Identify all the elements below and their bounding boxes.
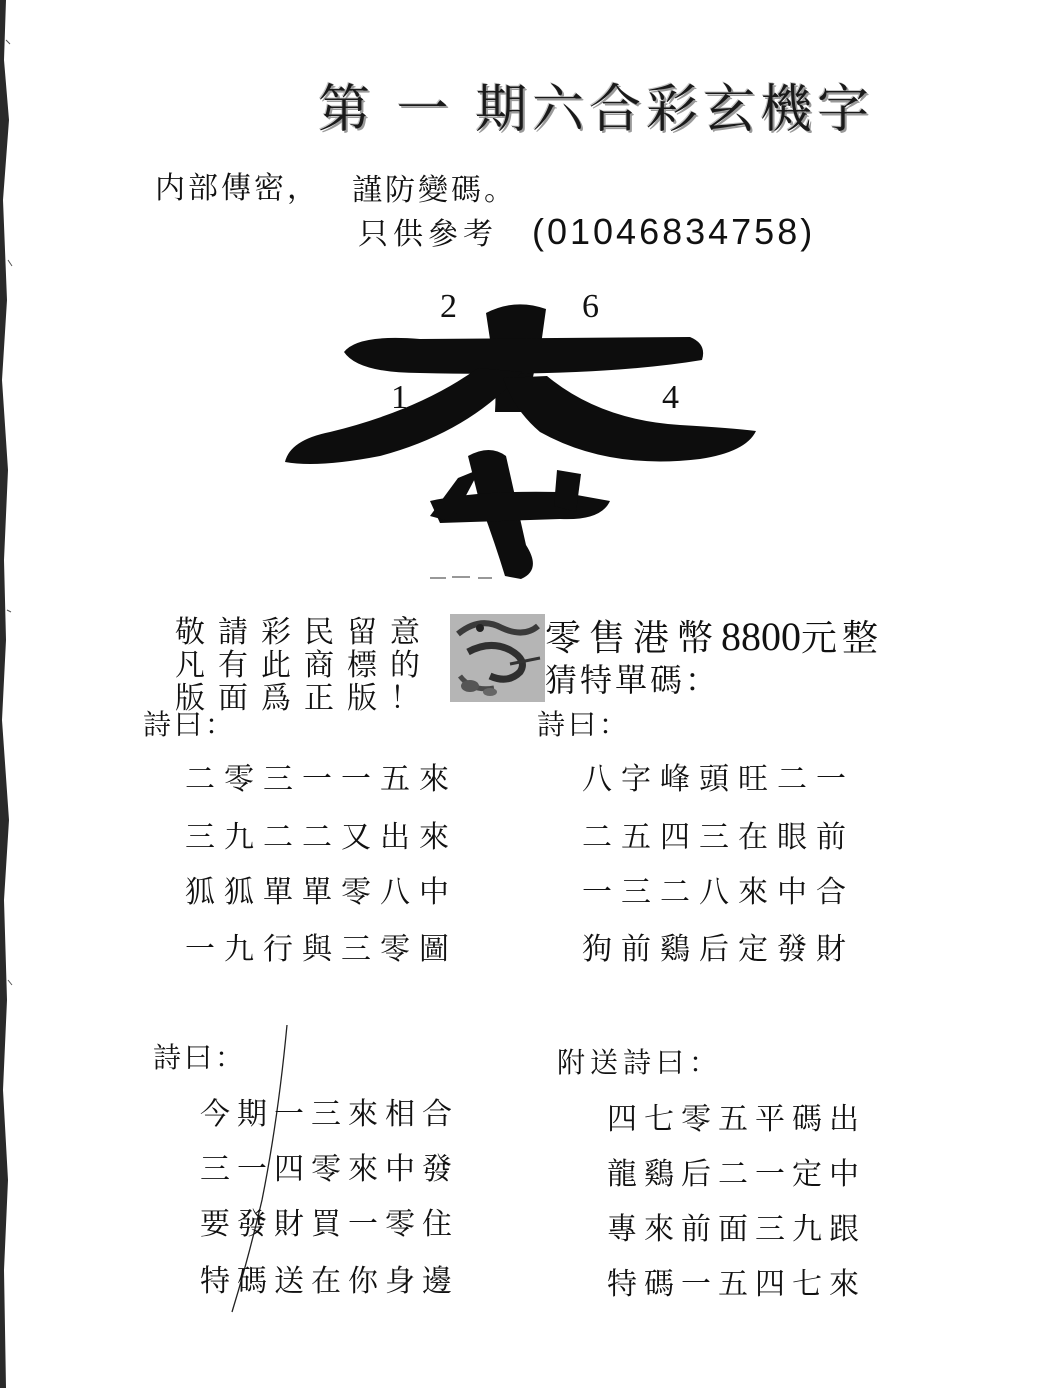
reference-label: 只供參考	[358, 217, 498, 252]
secret-note: 内部傳密，	[155, 171, 320, 206]
poem-line: 四七零五平碼出	[607, 1102, 866, 1137]
reference-number: (01046834758)	[532, 211, 816, 252]
notice-line: 凡有此商標的	[175, 648, 433, 683]
poem-line: 一三二八來中合	[582, 875, 855, 910]
trademark-logo-icon	[450, 614, 545, 702]
notice-line: 敬請彩民留意	[175, 615, 433, 650]
poem-line: 三一四零來中發	[200, 1152, 459, 1187]
warning-note: 謹防變碼。	[352, 173, 517, 208]
poem-line: 要發財買一零住	[200, 1207, 459, 1242]
emblem-number-top-right: 6	[582, 288, 599, 325]
price-amount: 8800	[721, 614, 802, 659]
bonus-poem-heading: 附送詩曰：	[557, 1046, 723, 1079]
retail-price	[545, 614, 884, 659]
page-title: 第 一 期六合彩玄機字	[318, 80, 875, 140]
poem-line: 狐狐單單零八中	[185, 875, 458, 910]
emblem-number-left: 1	[391, 379, 408, 416]
poem-line: 二零三一一五來	[185, 762, 458, 797]
poem-line: 一九行與三零圖	[185, 932, 458, 967]
brush-calligraphy-emblem	[280, 295, 760, 585]
poem-line: 狗前鷄后定發財	[582, 932, 855, 967]
poem-heading: 詩曰：	[143, 708, 237, 741]
poem-line: 龍鷄后二一定中	[607, 1157, 866, 1192]
price-prefix: 零售港幣	[545, 618, 722, 659]
poem-line: 八字峰頭旺二一	[582, 762, 855, 797]
poem-line: 專來前面三九跟	[607, 1212, 866, 1247]
emblem-number-top-left: 2	[440, 288, 457, 325]
poem-line: 特碼送在你身邊	[200, 1264, 459, 1299]
poem-heading: 詩曰：	[153, 1041, 247, 1074]
poem-line: 特碼一五四七來	[607, 1267, 866, 1302]
poem-heading: 詩曰：	[537, 708, 631, 741]
price-suffix: 元整	[801, 618, 884, 659]
poem-line: 二五四三在眼前	[582, 820, 855, 855]
poem-line: 三九二二又出來	[185, 820, 458, 855]
emblem-number-right: 4	[662, 379, 679, 416]
notice-line: 版面爲正版！	[175, 681, 433, 716]
guess-label: 猜特單碼：	[545, 661, 721, 699]
poem-line: 今期一三來相合	[200, 1097, 459, 1132]
scan-left-edge	[0, 0, 16, 1388]
